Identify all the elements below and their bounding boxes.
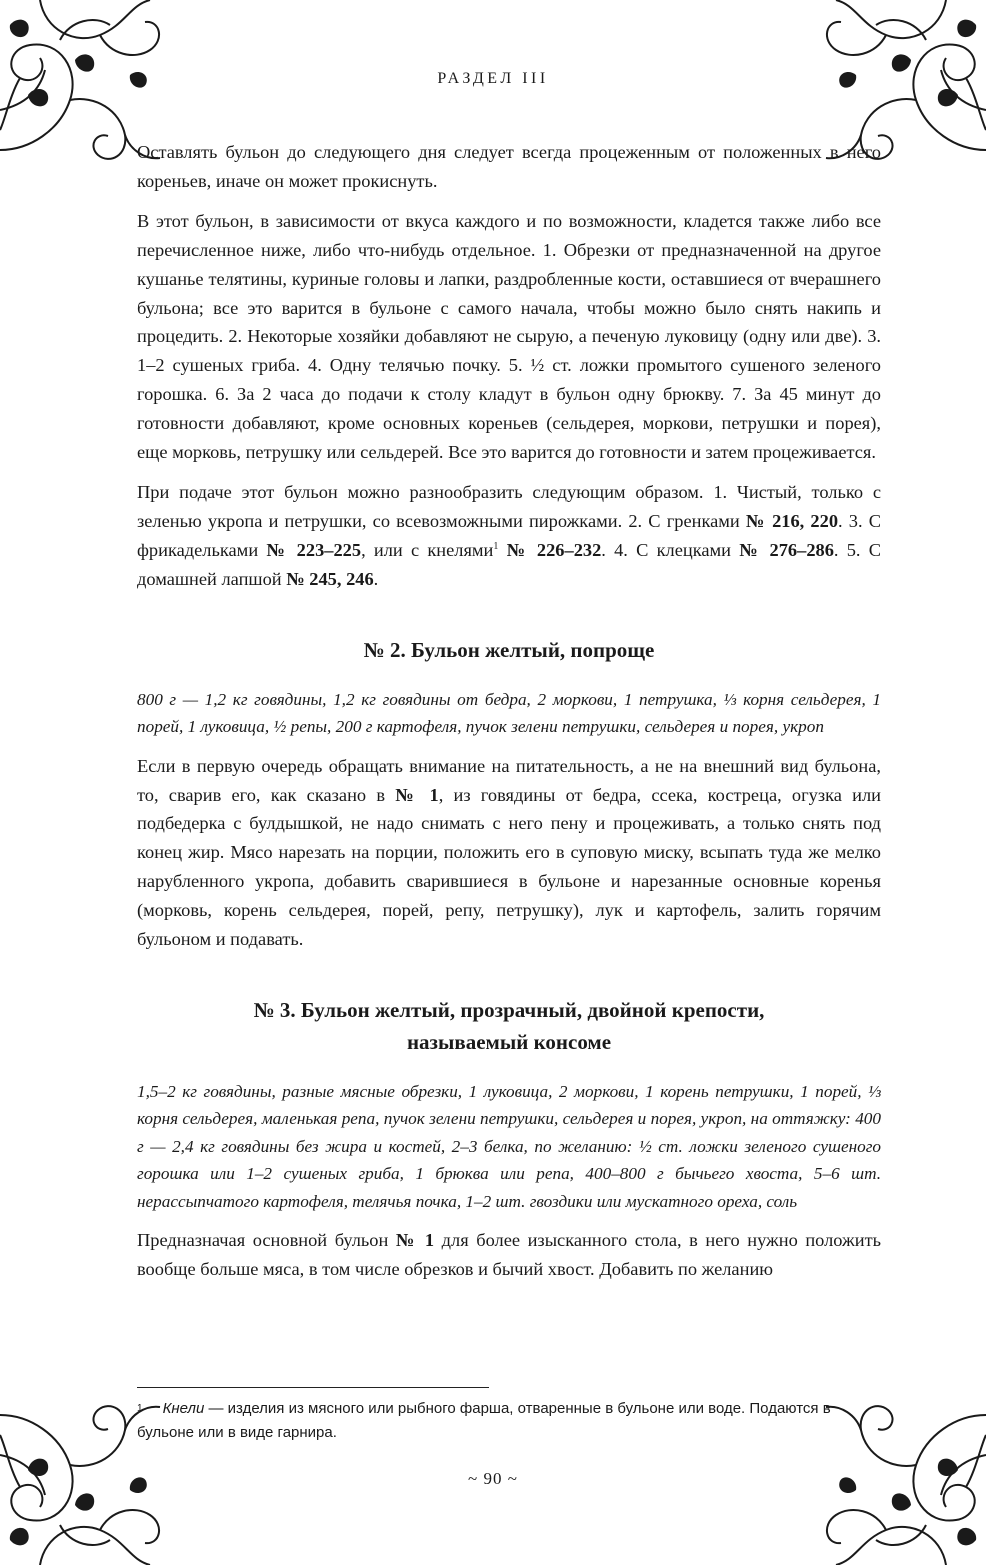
text-run (498, 540, 506, 560)
recipe-3-text (137, 1226, 881, 1284)
text-run: Предназначая основной бульон (137, 1230, 396, 1251)
recipe-3-ingredients: 1,5–2 кг говядины, разные мясные обрезки, 1 луковица, 2 моркови, 1 корень петрушки, 1 порей, ⅓ корня сельдерея, маленькая репа, пучок зелени петрушки, сельдерея и порея, укроп, на оттяжку: 400 г — 2,4 кг говядины без жира и костей, 2–3 белка, по желанию: ½ ст. ложки зеленого сушеного горошка или 1–2 сушеных гриба, 1 брюква или репа, 400–800 г бычьего хвоста, 5–6 шт. нерассыпчатого картофеля, телячья почка, 1–2 шт. гвоздики или мускатного ореха, соль (137, 1081, 881, 1211)
footnote-ref: 1 (493, 540, 499, 552)
text-run: , или с кнелями (361, 539, 494, 560)
recipe-3-title-line2: называемый консоме (406, 1029, 612, 1054)
recipe-ref: № 1 (395, 784, 439, 805)
footnote-text: — изделия из мясного или рыбного фарша, отваренные в бульоне или воде. Подаются в бульоне или в виде гарнира. (137, 1400, 831, 1441)
paragraph: В этот бульон, в зависимости от вкуса каждого и по возможности, кладется также либо все перечисленное ниже, либо что-нибудь отдельное. 1. Обрезки от предназначенной на другое кушанье телятины, куриные головы и лапки, раздробленные кости, оставшиеся от вчерашнего бульона; все это варится в бульоне с самого начала, чтобы можно было снять накипь и процедить. 2. Некоторые хозяйки добавляют не сырую, а печеную луковицу (одну или две). 3. 1–2 сушеных гриба. 4. Одну телячью почку. 5. ½ ст. ложки промытого сушеного зеленого горошка. 6. За 2 часа до подачи к столу кладут в бульон одну брюкву. 7. За 45 минут до готовности добавляют, кроме основных кореньев (сельдерея, моркови, петрушки и порея), еще морковь, петрушку или сельдерей. Все это варится до готовности и затем процеживается. (137, 210, 881, 463)
recipe-2-ingredients: 800 г — 1,2 кг говядины, 1,2 кг говядины от бедра, 2 моркови, 1 петрушка, ⅓ корня сельдерея, 1 порей, 1 луковица, ½ репы, 200 г картофеля, пучок зелени петрушки, сельдерея и порея, укроп (137, 689, 881, 737)
text-run: При подаче этот бульон можно разнообразить следующим образом. 1. Чистый, только с зеленью укропа и петрушки, со всевозможными пирожками. 2. С гренками (137, 481, 881, 531)
recipe-2-title: № 2. Бульон желтый, попроще (363, 637, 655, 662)
recipe-ref: № 1 (395, 1230, 435, 1251)
recipe-ref: № 245, 246 (286, 568, 374, 589)
serving-paragraph (137, 478, 881, 594)
text-run: . 4. С клецками (601, 539, 740, 560)
page-number: ~ 90 ~ (468, 1469, 518, 1488)
recipe-ref: № 226–232 (506, 539, 602, 560)
recipe-3-title-line1: № 3. Бульон желтый, прозрачный, двойной крепости, (253, 997, 765, 1022)
text-run: , из говядины от бедра, ссека, костреца, огузка или подбедерка с булдышкой, не надо снимать с него пену и процеживать, а только снять под конец жир. Мясо нарезать на порции, положить его в суповую миску, всыпать туда же мелко нарубленного укропа, добавить сварившиеся в бульоне и нарезанные основные коренья (морковь, корень сельдерея, порей, репу, петрушку), лук и картофель, залить горячим бульоном и подавать. (137, 784, 881, 950)
recipe-ref: № 223–225 (266, 539, 362, 560)
page-body (137, 138, 881, 1295)
footnote-number: 1 (137, 1403, 143, 1414)
text-run: для более изысканного стола, в него нужно положить вообще больше мяса, в том числе обрезков и бычий хвост. Добавить по желанию (137, 1230, 882, 1280)
recipe-2-text (137, 752, 881, 954)
footnote-divider (137, 1387, 489, 1388)
text-run: . 5. С домашней лапшой (137, 539, 882, 589)
paragraph: Оставлять бульон до следующего дня следует всегда процеженным от положенных в него кореньев, иначе он может прокиснуть. (137, 142, 881, 191)
text-run: . 3. С фрикадельками (137, 510, 881, 560)
footnote-term: Кнели (162, 1400, 205, 1417)
text-run: . (373, 568, 379, 589)
recipe-ref: № 276–286 (739, 539, 834, 560)
recipe-3-title (137, 994, 881, 1058)
text-run: Если в первую очередь обращать внимание на питательность, а не на внешний вид бульона, то, сварив его, как сказано в (137, 755, 881, 805)
running-head: РАЗДЕЛ III (437, 70, 549, 87)
footnote (137, 1397, 881, 1445)
recipe-ref: № 216, 220 (745, 510, 839, 531)
